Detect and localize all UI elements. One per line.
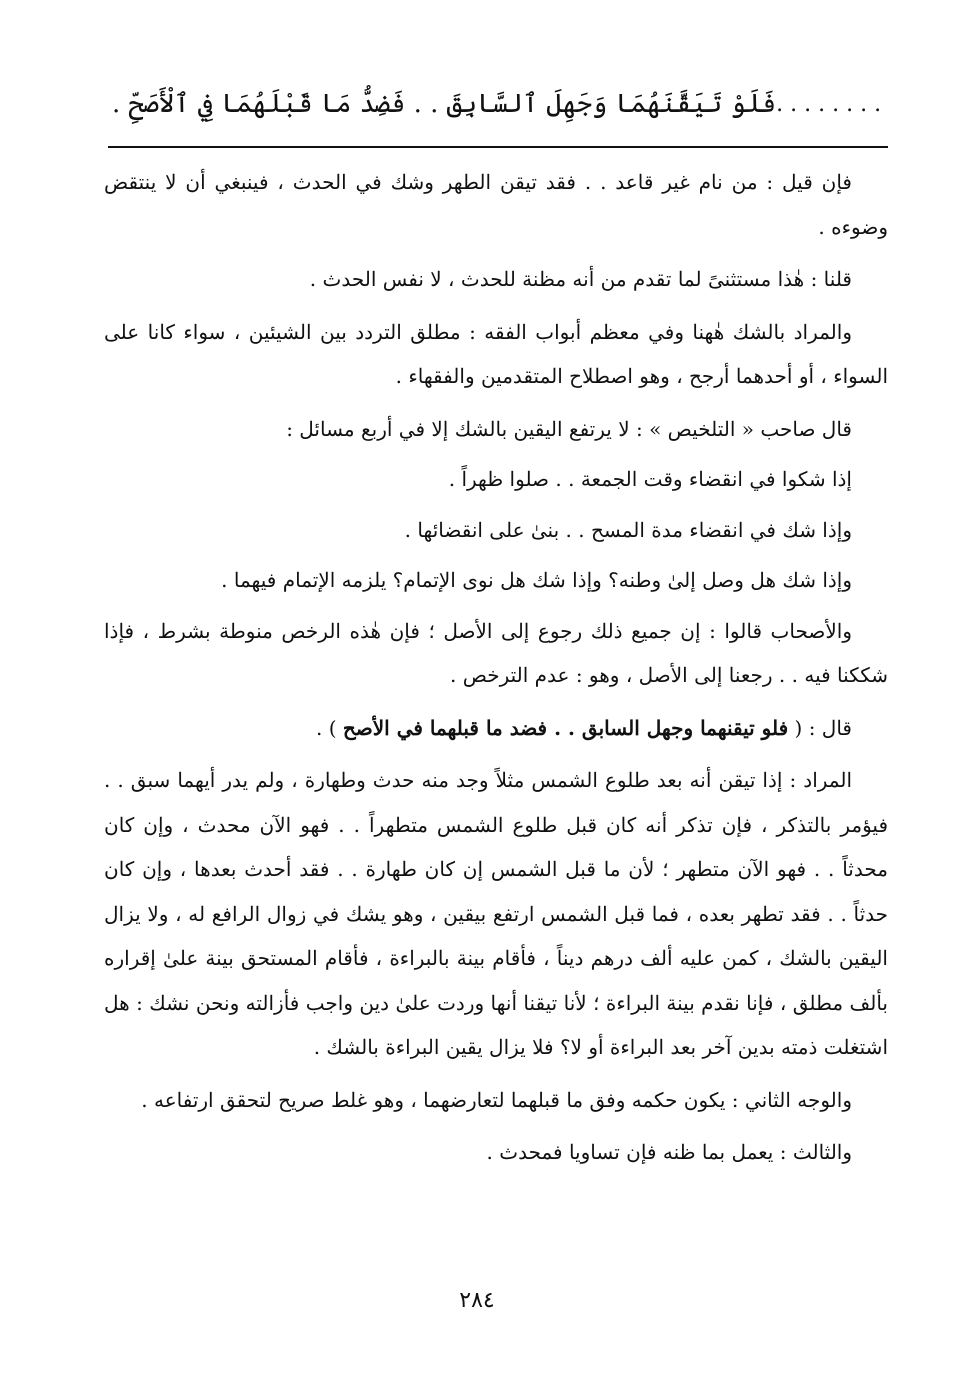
running-header <box>112 74 889 134</box>
header-divider <box>108 146 888 148</box>
matn-quote <box>104 706 888 751</box>
paragraph: إذا شكوا في انقضاء وقت الجمعة . . صلوا ظهراً . <box>448 467 852 491</box>
header-title: فَلَوْ تَيَقَّنَهُمَا وَجَهِلَ ٱلسَّابِقَ . . فَضِدُّ مَا قَبْلَهُمَا فِي ٱلْأَصَحِّ . <box>112 89 777 119</box>
page-number: ٢٨٤ <box>459 1288 495 1313</box>
paragraph: وإذا شك في انقضاء مدة المسح . . بنىٰ على انقضائها . <box>404 517 852 542</box>
paragraph: والمراد بالشك هٰهنا وفي معظم أبواب الفقه : مطلق التردد بين الشيئين ، سواء كانا على السواء ، أو أحدهما أرجح ، وهو اصطلاح المتقدمين والفقهاء . <box>104 319 888 388</box>
paragraph: والثالث : يعمل بما ظنه فإن تساويا فمحدث . <box>486 1140 852 1164</box>
paragraph: وإذا شك هل وصل إلىٰ وطنه؟ وإذا شك هل نوى الإتمام؟ يلزمه الإتمام فيهما . <box>221 568 852 592</box>
header-dots: ........ <box>776 91 889 117</box>
paragraph: قال صاحب « التلخيص » : لا يرتفع اليقين بالشك إلا في أربع مسائل : <box>286 416 852 441</box>
quote-suffix: ) . <box>315 715 337 740</box>
paragraph: فإن قيل : من نام غير قاعد . . فقد تيقن الطهر وشك في الحدث ، فينبغي أن لا ينتقض وضوءه . <box>104 170 888 239</box>
quote-text: فلو تيقنهما وجهل السابق . . فضد ما قبلهما في الأصح <box>342 715 789 740</box>
paragraph: قلنا : هٰذا مستثنىً لما تقدم من أنه مظنة للحدث ، لا نفس الحدث . <box>309 267 852 291</box>
paragraph: والوجه الثاني : يكون حكمه وفق ما قبلهما لتعارضهما ، وهو غلط صريح لتحقق ارتفاعه . <box>141 1087 852 1112</box>
quote-prefix: قال : ( <box>794 715 852 740</box>
paragraph: والأصحاب قالوا : إن جميع ذلك رجوع إلى الأصل ؛ فإن هٰذه الرخص منوطة بشرط ، فإذا شككنا فيه . . رجعنا إلى الأصل ، وهو : عدم الترخص . <box>104 618 888 687</box>
paragraph: المراد : إذا تيقن أنه بعد طلوع الشمس مثلاً وجد منه حدث وطهارة ، ولم يدر أيهما سبق . . فيؤمر بالتذكر ، فإن تذكر أنه كان قبل طلوع الشمس متطهراً . . فهو الآن محدث ، وإن كان محدثاً . . فهو الآن متطهر ؛ لأن ما قبل الشمس إن كان طهارة . . فقد أحدث بعدها ، وإن كان حدثاً . . فقد تطهر بعده ، فما قبل الشمس ارتفع بيقين ، وهو يشك في زوال الرافع له ، ولا يزال اليقين بالشك ، كمن عليه ألف درهم ديناً ، فأقام بينة بالبراءة ، فأقام المستحق بينة علىٰ إقراره بألف مطلق ، فإنا نقدم بينة البراءة ؛ لأنا تيقنا أنها وردت علىٰ دين واجب فأزالته ونحن نشك : هل اشتغلت ذمته بدين آخر بعد البراءة أو لا؟ فلا يزال يقين البراءة بالشك . <box>104 768 888 1059</box>
page-body <box>104 160 888 1183</box>
